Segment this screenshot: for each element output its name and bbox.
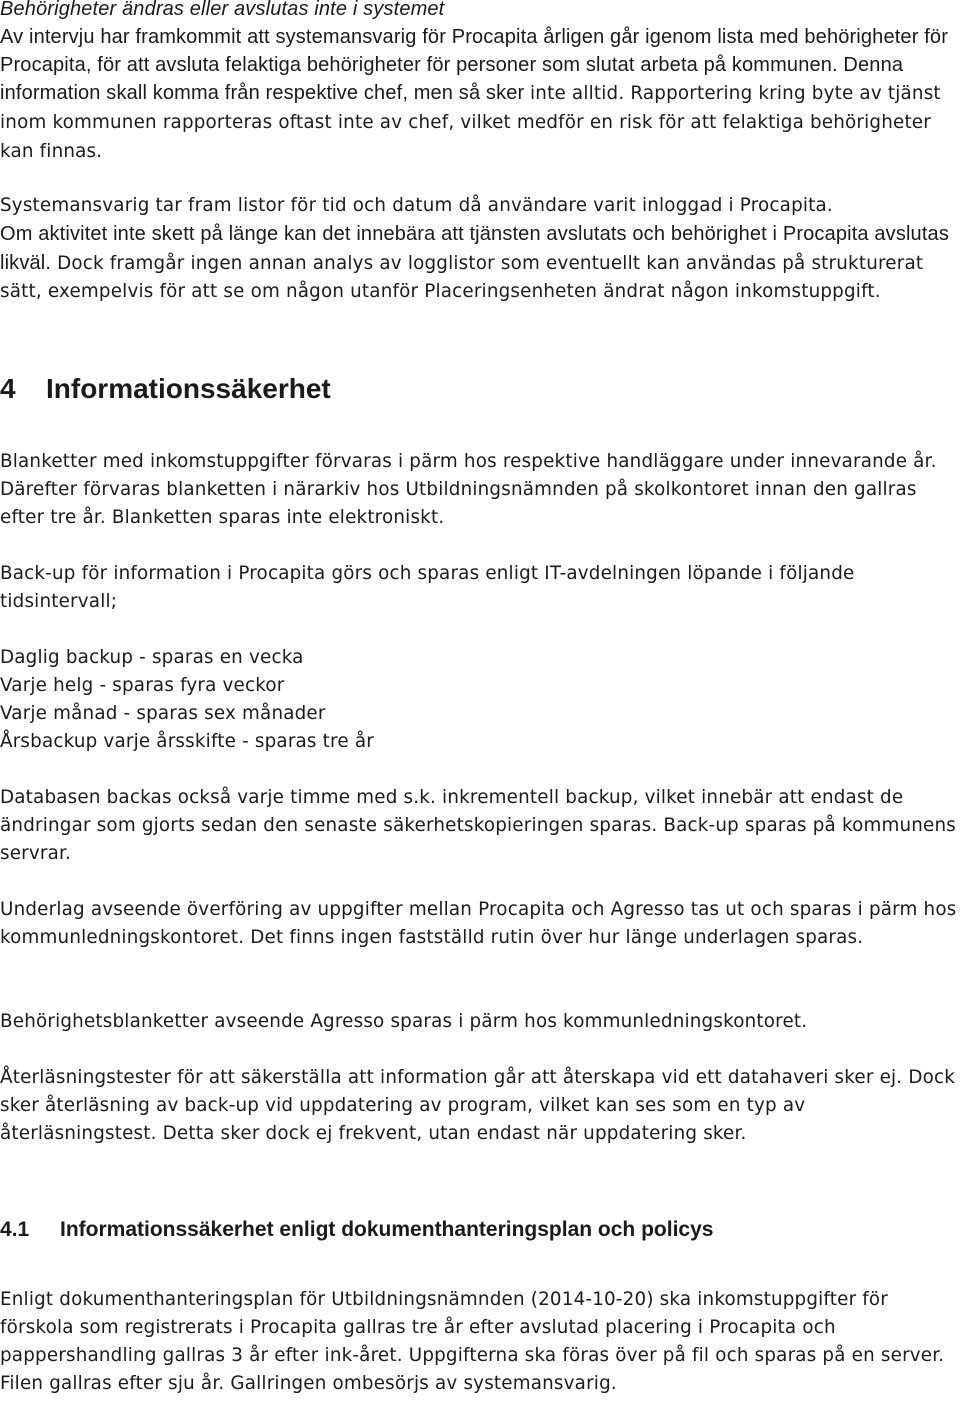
logs-text-body: Systemansvarig tar fram listor för tid och datum då användare varit inloggad i Procapita. xyxy=(0,195,833,216)
backup-list-item: Årsbackup varje årsskifte - sparas tre år xyxy=(0,731,374,752)
database-paragraph: Databasen backas också varje timme med s.k. inkrementell backup, vilket innebär att endast de ändringar som gjorts sedan den senaste säkerhetskopieringen sparas. Back-up sparas på kommunens servrar. xyxy=(0,787,957,864)
logs-text-sans: Om aktivitet inte skett på länge kan det innebära att tjänsten avslutats och behörighet i Procapita avslutas likväl. xyxy=(0,223,949,274)
intro-paragraph xyxy=(0,0,958,166)
section-4-1-title: Informationssäkerhet enligt dokumenthanteringsplan och policys xyxy=(60,1218,714,1241)
logs-paragraph xyxy=(0,192,958,306)
permissions-paragraph: Behörighetsblanketter avseende Agresso sparas i pärm hos kommunledningskontoret. xyxy=(0,1011,808,1032)
backup-paragraph: Back-up för information i Procapita görs och sparas enligt IT-avdelningen löpande i följande tidsintervall; xyxy=(0,563,855,612)
section-4-1-heading xyxy=(0,1216,958,1244)
plan-paragraph: Enligt dokumenthanteringsplan för Utbildningsnämnden (2014-10-20) ska inkomstuppgifter för förskola som registrerats i Procapita gallras tre år efter avslutad placering i Procapita och pappershandling gallras 3 år efter ink-året. Uppgifterna ska föras över på fil och sparas på en server. Filen gallras efter sju år. Gallringen ombesörjs av systemansvarig. xyxy=(0,1289,945,1394)
intro-text-body-start: inte alltid. xyxy=(530,83,625,104)
section-4-1-number: 4.1 xyxy=(0,1218,30,1241)
logs-text-body-end: Dock framgår ingen annan analys av logglistor som eventuellt kan användas på strukturerat sätt, exempelvis för att se om någon utanför Placeringsenheten ändrat någon inkomstuppgift. xyxy=(0,253,924,302)
backup-list-item: Daglig backup - sparas en vecka xyxy=(0,647,304,668)
intro-heading: Behörigheter ändras eller avslutas inte i systemet xyxy=(0,0,445,20)
agresso-paragraph: Underlag avseende överföring av uppgifter mellan Procapita och Agresso tas ut och sparas i pärm hos kommunledningskontoret. Det finns ingen fastställd rutin över hur länge underlagen sparas. xyxy=(0,899,957,948)
section-4-title: Informationssäkerhet xyxy=(46,373,331,404)
restore-paragraph: Återläsningstester för att säkerställa att information går att återskapa vid ett datahaveri sker ej. Dock sker återläsning av back-up vid uppdatering av program, vilket kan ses som en typ av återläsningstest. Detta sker dock ej frekvent, utan endast när uppdatering sker. xyxy=(0,1067,956,1144)
section-4-heading xyxy=(0,372,958,406)
backup-list-item: Varje helg - sparas fyra veckor xyxy=(0,675,285,696)
intro-text-sans: Av intervju har framkommit att systemansvarig för Procapita årligen går igenom lista med behörigheter för Procapita, för att avsluta felaktiga behörigheter för personer som slutat arbeta på kommunen. Denna information skall komma från respektive chef, men så sker xyxy=(0,26,949,104)
intro-text-body: Rapportering kring byte av tjänst inom kommunen rapporteras oftast inte av chef, vilket medför en risk för att felaktiga behörigheter kan finnas. xyxy=(0,83,941,162)
backup-list-item: Varje månad - sparas sex månader xyxy=(0,703,326,724)
backup-list xyxy=(0,644,958,756)
forms-paragraph: Blanketter med inkomstuppgifter förvaras i pärm hos respektive handläggare under innevarande år. Därefter förvaras blanketten i närarkiv hos Utbildningsnämnden på skolkontoret innan den gallras efter tre år. Blanketten sparas inte elektroniskt. xyxy=(0,451,937,528)
section-4-number: 4 xyxy=(0,373,16,404)
